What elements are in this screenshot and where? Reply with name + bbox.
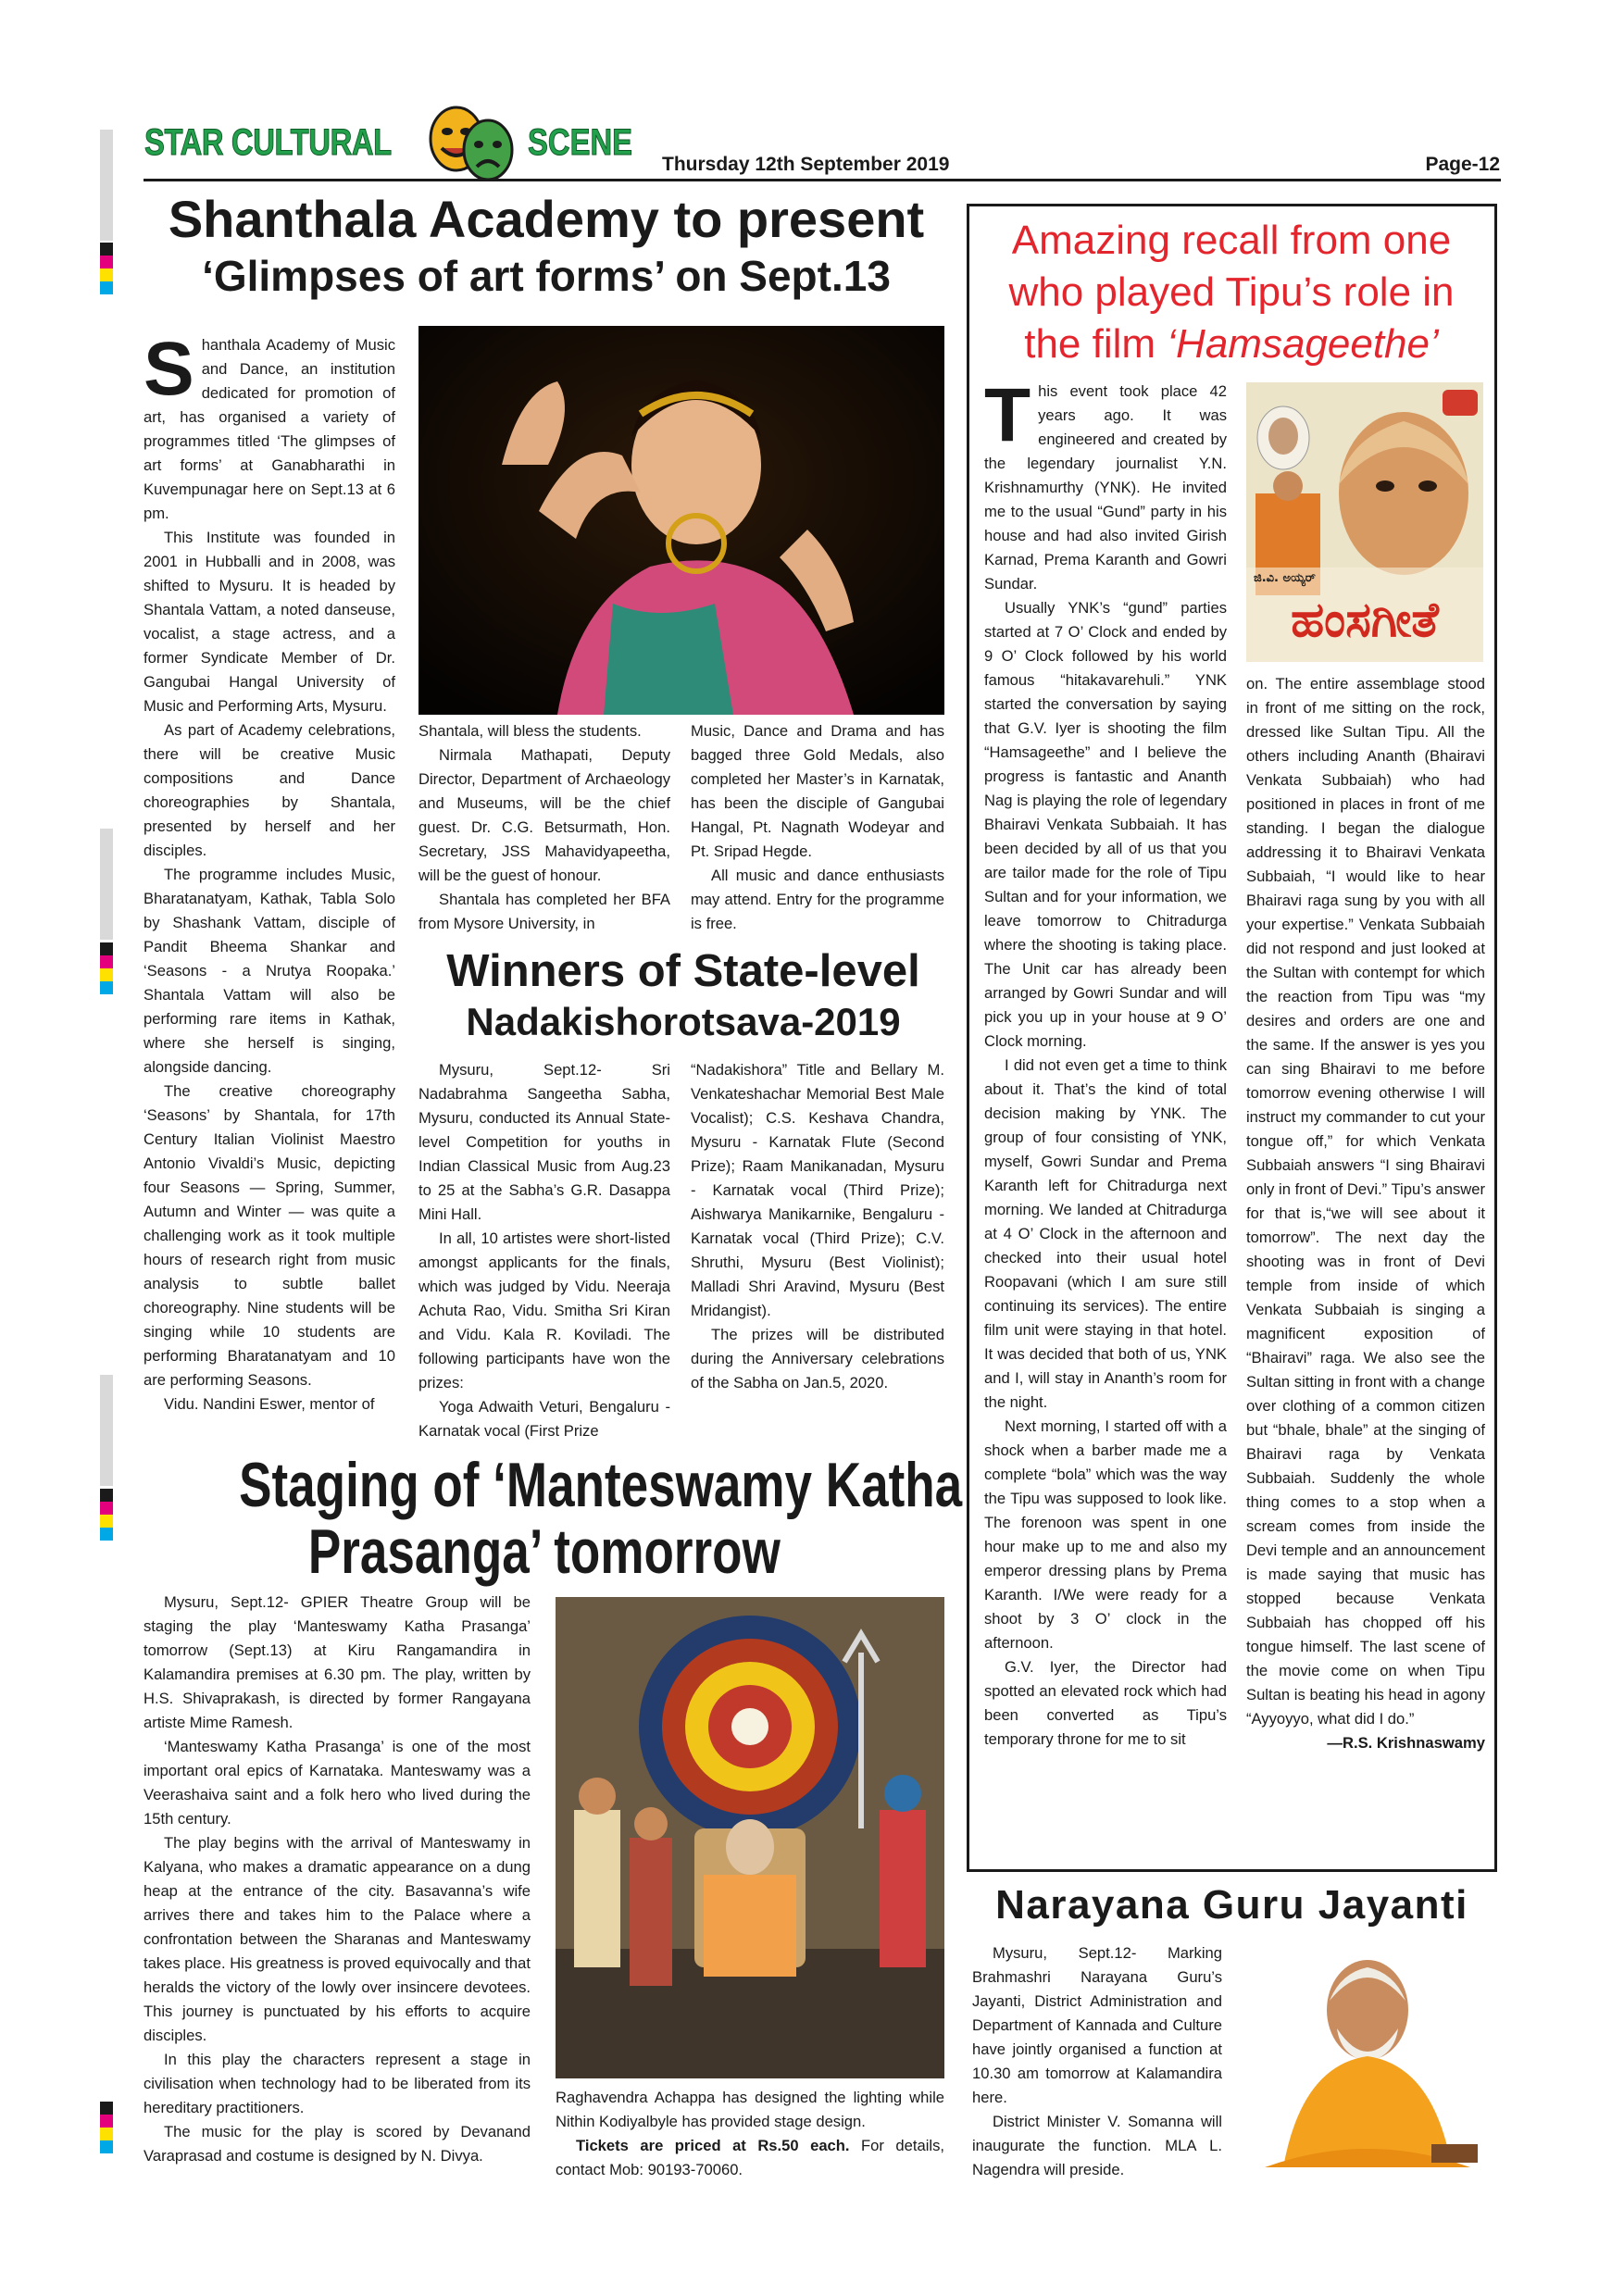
- manteswamy-para-3: The play begins with the arrival of Manteswamy in Kalyana, who makes a dramatic appearance on a dung heap at the entrance of the city. Basavanna’s wife arrives there and takes him to the Palace where a confrontation between the Sharanas and Manteswamy takes place. His greatness is proved equivocally and that heralds the victory of the lowly over insincere devotees. This journey is punctuated by his efforts to acquire disciples.: [144, 1834, 531, 2044]
- tipu-para-6: on. The entire assemblage stood in front of me sitting on the rock, dressed like Sultan Tipu. All the others including Ananth (Bhairavi Venkata Subbaiah) who had positioned in places in front of me standing. I began the dialogue addressing it to Bhairavi Venkata Subbaiah, “I would like to hear Bhairavi raga sung by you with all your expertise.” Venkata Subbaiah did not respond and just looked at the Sultan with contempt for which the reaction from Tipu was “my desires and orders are one and the same. If the answer is yes you can sing Bhairavi to me before tomorrow evening otherwise I will instruct my commander to cut your tongue off,” for which Venkata Subbaiah answers “I sing Bhairavi only in front of Devi.” Tipu’s answer for that is,“we will see about it tomorrow”. The next day the shooting was in front of Devi temple from inside of which Venkata Subbaiah is singing a magnificent exposition of “Bhairavi” raga. We also see the Sultan sitting in front with a change over clothing of a common citizen but “bhale, bhale” at the singing of Bhairavi raga by Venkata Subbaiah. Suddenly the whole thing comes to a stop when a scream comes from inside the Devi temple and an announcement is made saying that music has stopped because Venkata Subbaiah has chopped off his tongue himself. The last scene of the movie come on when Tipu Sultan is beating his head in agony “Ayyoyyo, what did I do.”: [1246, 675, 1485, 1728]
- manteswamy-title-line2: Prasanga’ tomorrow: [308, 1516, 781, 1587]
- brand-right: SCENE: [528, 122, 633, 163]
- poster-title-text: ಹಂಸಗೀತೆ: [1291, 593, 1439, 648]
- winners-col2: [691, 1058, 944, 1395]
- shanthala-para-6: Vidu. Nandini Eswer, mentor of: [164, 1395, 375, 1413]
- shanthala-para-1: Shanthala Academy of Music and Dance, an institution dedicated for promotion of art, has organised a variety of programmes titled ‘The glimpses of art forms’ at Ganabharathi in Kuvempunagar here on Sept.13 at 6 pm.: [144, 327, 395, 522]
- narayana-para-2: District Minister V. Somanna will inaugurate the function. MLA L. Nagendra will preside.: [972, 2113, 1222, 2178]
- narayana-title: Narayana Guru Jayanti: [995, 1882, 1468, 1928]
- shanthala-col3-para-1: Music, Dance and Drama and has bagged three Gold Medals, also completed her Master’s in Karnatak, has been the disciple of Gangubai Hangal, Pt. Nagnath Wodeyar and Pt. Sripad Hegde.: [691, 722, 944, 860]
- page-number: Page-12: [1425, 154, 1500, 175]
- registration-mark-bottom: [100, 2102, 113, 2166]
- brand-left: STAR CULTURAL: [144, 122, 392, 163]
- tipu-dropcap: T: [984, 373, 1031, 457]
- shanthala-title-line1: Shanthala Academy to present: [168, 190, 925, 248]
- manteswamy-col2: [556, 2086, 944, 2182]
- shanthala-col2: [418, 719, 670, 936]
- winners-title-line2: Nadakishorotsava-2019: [466, 1000, 901, 1043]
- shanthala-col1: [144, 327, 395, 1416]
- shanthala-para-3: As part of Academy celebrations, there will be creative Music compositions and Dance choreographies by Shantala, presented by herself and her disciples.: [144, 721, 395, 859]
- registration-strip-mid2: [100, 1375, 113, 1486]
- shanthala-para-2: This Institute was founded in 2001 in Hubballi and in 2008, was shifted to Mysuru. It is headed by Shantala Vattam, a noted danseuse, vocalist, a stage actress, and a former Syndicate Member of Dr. Gangubai Hangal University of Music and Performing Arts, Mysuru.: [144, 529, 395, 715]
- winners-para-5: The prizes will be distributed during the Anniversary celebrations of the Sabha on Jan.5, 2020.: [691, 1326, 944, 1391]
- narayana-col1: [972, 1941, 1222, 2182]
- winners-para-1: Mysuru, Sept.12- Sri Nadabrahma Sangeetha Sabha, Mysuru, conducted its Annual State-level Competition for youths in Indian Classical Music from Aug.23 to 25 at the Sabha’s G.R. Dasappa Mini Hall.: [418, 1061, 670, 1223]
- registration-mark-mid2: [100, 1489, 113, 1554]
- shanthala-col2-para-1: Shantala, will bless the students.: [418, 722, 642, 740]
- tipu-para-2: Usually YNK’s “gund” parties started at 7 O’ Clock and ended by 9 O’ Clock followed by his world famous “hitakavarehuli.” YNK started the conversation by saying that G.V. Iyer is shooting the film “Hamsageethe” and I believe the progress is fantastic and Ananth Nag is playing the role of legendary Bhairavi Venkata Subbaiah. It has been decided by all of us that you are tailor made for the role of Tipu Sultan and for your information, we leave tomorrow to Chitradurga where the shooting is taking place. The Unit car has already been arranged by Gowri Sundar and will pick you up in your house at 9 O’ Clock morning.: [984, 599, 1227, 1050]
- tipu-colA: [984, 373, 1227, 1752]
- manteswamy-para-4: In this play the characters represent a stage in civilisation when technology had to be liberated from its hereditary practitioners.: [144, 2051, 531, 2116]
- registration-mark-mid1: [100, 942, 113, 1007]
- tipu-colB: [1246, 672, 1485, 1755]
- issue-date: Thursday 12th September 2019: [662, 154, 950, 175]
- narayana-guru-image: [1246, 1945, 1489, 2177]
- tipu-para-3: I did not even get a time to think about it. That’s the kind of total decision making by YNK. The group of four consisting of YNK, myself, Gowri Sundar and Prema Karanth left for Chitradurga next morning. We landed at Chitradurga at 4 O’ Clock in the afternoon and checked into their usual hotel Roopavani (which I am sure still continuing its services). The entire film unit were staying in that hotel. It was decided that both of us, YNK and I, will stay in Ananth’s room for the night.: [984, 1056, 1227, 1411]
- manteswamy-para-1: Mysuru, Sept.12- GPIER Theatre Group will be staging the play ‘Manteswamy Katha Prasanga’ tomorrow (Sept.13) at Kiru Rangamandira in Kalamandira premises at 6.30 pm. The play, written by H.S. Shivaprakash, is directed by former Rangayana artiste Mime Ramesh.: [144, 1593, 531, 1731]
- shanthala-col2-para-2: Nirmala Mathapati, Deputy Director, Department of Archaeology and Museums, will be the chief guest. Dr. C.G. Betsurmath, Hon. Secretary, JSS Mahavidyapeetha, will be the guest of honour.: [418, 746, 670, 884]
- manteswamy-title-line1: Staging of ‘Manteswamy Katha: [239, 1450, 963, 1520]
- registration-mark-top: [100, 243, 113, 307]
- shanthala-col3: [691, 719, 944, 936]
- tipu-para-1: This event took place 42 years ago. It was engineered and created by the legendary journalist Y.N. Krishnamurthy (YNK). He invited me to the usual “Gund” party in his house and had also invited Girish Karnad, Prema Karanth and Gowri Sundar.: [984, 373, 1227, 593]
- shanthala-title-line2: ‘Glimpses of art forms’ on Sept.13: [202, 252, 891, 300]
- tipu-headline: [972, 215, 1491, 370]
- dancer-photo: [418, 326, 944, 715]
- shanthala-headline: [139, 190, 954, 303]
- tipu-signature: —R.S. Krishnaswamy: [1327, 1734, 1485, 1752]
- play-stage-photo: [556, 1597, 944, 2078]
- manteswamy-caption-1: Raghavendra Achappa has designed the lighting while Nithin Kodiyalbyle has provided stage design.: [556, 2089, 944, 2130]
- hamsageethe-poster: [1246, 382, 1483, 662]
- manteswamy-headline: [137, 1450, 963, 1587]
- tipu-title-line1: Amazing recall from one: [1011, 218, 1452, 263]
- tipu-para-5: G.V. Iyer, the Director had spotted an elevated rock which had been converted as Tipu’s temporary throne for me to sit: [984, 1658, 1227, 1748]
- manteswamy-col1: [144, 1591, 531, 2168]
- narayana-para-1: Mysuru, Sept.12- Marking Brahmashri Narayana Guru’s Jayanti, District Administration and Department of Kannada and Culture have jointly organised a function at 10.30 am tomorrow at Kalamandira here.: [972, 1944, 1222, 2106]
- theatre-masks-icon: [421, 102, 521, 185]
- tipu-title-line2: who played Tipu’s role in: [1008, 269, 1455, 315]
- manteswamy-para-2: ‘Manteswamy Katha Prasanga’ is one of the most important oral epics of Karnataka. Manteswamy was a Veerashaiva saint and a folk hero who lived during the 15th century.: [144, 1738, 531, 1828]
- registration-strip-top: [100, 130, 113, 241]
- shanthala-col2-para-3: Shantala has completed her BFA from Mysore University, in: [418, 891, 670, 932]
- winners-title-line1: Winners of State-level: [446, 946, 920, 996]
- tipu-title-line3: the film ‘Hamsageethe’: [1024, 321, 1439, 367]
- shanthala-dropcap: S: [144, 327, 194, 411]
- winners-para-4: “Nadakishora” Title and Bellary M. Venkateshachar Memorial Best Male Vocalist); C.S. Keshava Chandra, Mysuru - Karnatak Flute (Second Prize); Raam Manikanadan, Mysuru - Karnatak vocal (Third Prize); Aishwarya Manikarnike, Bengaluru - Karnatak vocal (Third Prize); C.V. Shruthi, Mysuru (Best Violinist); Malladi Shri Aravind, Mysuru (Best Mridangist).: [691, 1061, 944, 1319]
- shanthala-para-4: The programme includes Music, Bharatanatyam, Kathak, Tabla Solo by Shashank Vattam, disciple of Pandit Bheema Shankar and ‘Seasons - a Nrutya Roopaka.’ Shantala Vattam will also be performing rare items in Kathak, where she herself is singing, alongside dancing.: [144, 866, 395, 1076]
- winners-para-3: Yoga Adwaith Veturi, Bengaluru - Karnatak vocal (First Prize: [418, 1398, 670, 1440]
- shanthala-para-5: The creative choreography ‘Seasons’ by Shantala, for 17th Century Italian Violinist Maestro Antonio Vivaldi’s Music, depicting four Seasons — Spring, Summer, Autumn and Winter — was quite a challenging work as it took multiple hours of research right from music analysis to subtle ballet choreography. Nine students will be singing while 10 students are performing Bharatanatyam and 10 are performing Seasons.: [144, 1082, 395, 1389]
- winners-col1: [418, 1058, 670, 1443]
- masthead-rule: [144, 179, 1501, 181]
- winners-para-2: In all, 10 artistes were short-listed amongst applicants for the finals, which was judged by Vidu. Neeraja Achuta Rao, Vidu. Smitha Sri Kiran and Vidu. Kala R. Koviladi. The following participants have won the prizes:: [418, 1229, 670, 1391]
- masthead: [139, 102, 1500, 185]
- registration-strip-mid1: [100, 829, 113, 940]
- manteswamy-caption-2: Tickets are priced at Rs.50 each. For details, contact Mob: 90193-70060.: [556, 2137, 944, 2178]
- tipu-para-4: Next morning, I started off with a shock when a barber made me a complete “bola” which was the way the Tipu was supposed to look like. The forenoon was spent in one hour make up to me and also my emperor dressing plans by Prema Karanth. I/We were ready for a shoot by 3 O’ clock in the afternoon.: [984, 1417, 1227, 1652]
- poster-director-text: ಜಿ.ವಿ. ಅಯ್ಯರ್: [1254, 571, 1316, 585]
- winners-headline: [415, 944, 952, 1046]
- manteswamy-para-5: The music for the play is scored by Devanand Varaprasad and costume is designed by N. Divya.: [144, 2123, 531, 2165]
- shanthala-col3-para-2: All music and dance enthusiasts may attend. Entry for the programme is free.: [691, 867, 944, 932]
